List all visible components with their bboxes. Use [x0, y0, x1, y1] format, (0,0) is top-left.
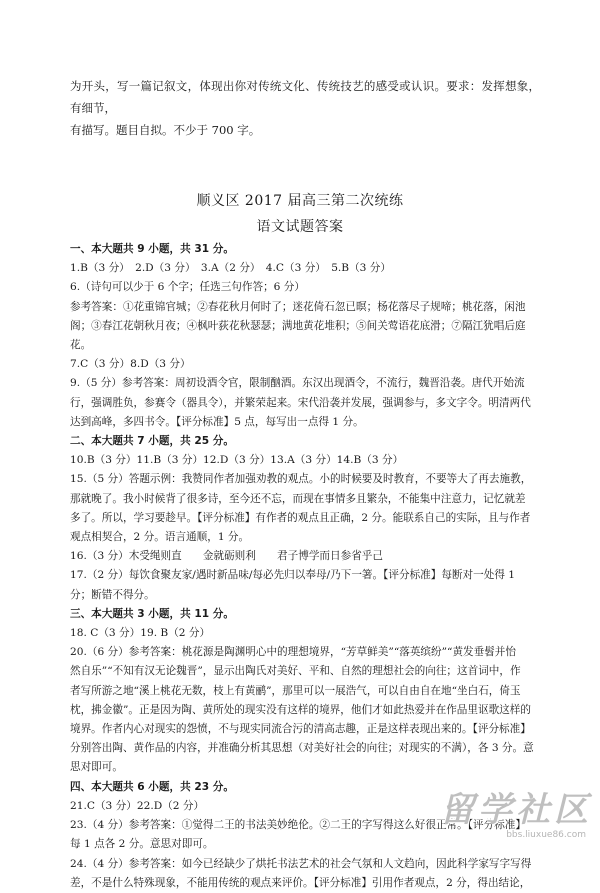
answer-line: 观点相契合，2 分。语言通顺，1 分。 — [70, 531, 250, 544]
answer-line: 者写所游之地“溪上桃花无数，枝上有黄鹂”，那里可以一展浩气，可以自由自在地“坐白石，倚玉 — [70, 684, 521, 697]
answer-line: 阁；③春江花朝秋月夜；④枫叶荻花秋瑟瑟；满地黄花堆积；⑤间关莺语花底滑；⑦隔江犹唱后庭 — [70, 319, 526, 332]
answer-line: 9.（5 分）参考答案：周初设酒令官，限制酗酒。东汉出现酒令，不流行，魏晋沿袭。唐代开始流 — [70, 377, 525, 390]
answer-line: 多了。所以，学习要趁早。【评分标准】有作者的观点且正确，2 分。能联系自己的实际，且与作者 — [70, 511, 531, 524]
intro-line-1: 为开头，写一篇记叙文，体现出你对传统文化、传统技艺的感受或认识。要求：发挥想象，有细节， — [70, 79, 540, 115]
answer-line: 差，不是什么特殊现象，不能用传统的观点来评价。【评分标准】引用作者观点，2 分，得出结论， — [70, 876, 531, 889]
answer-line: 6.（诗句可以少于 6 个字；任选三句作答；6 分） — [70, 281, 305, 294]
page-subtitle: 语文试题答案 — [256, 219, 344, 235]
answer-line: 然自乐”“不知有汉无论魏晋”，显示出陶氏对美好、平和、自然的理想社会的向往；这首词中，作 — [70, 665, 521, 678]
watermark — [432, 782, 592, 842]
answer-line: 10.B（3 分）11.B（3 分）12.D（3 分）13.A（3 分）14.B（3 分） — [70, 454, 404, 467]
section-heading: 一、本大题共 9 小题，共 31 分。 — [70, 243, 234, 255]
answer-line: 分别答出陶、黄作品的内容，并准确分析其思想（对美好社会的向往；对现实的不满），各 3 分。意 — [70, 742, 534, 755]
answer-line: 达到高峰，多四书令。【评分标准】5 点，每写出一点得 1 分。 — [70, 415, 364, 428]
answer-line: 20.（6 分）参考答案：桃花源是陶渊明心中的理想境界，“芳草鲜美”“落英缤纷”“黄发垂髫并怡 — [70, 646, 516, 659]
answer-line: 16.（3 分）木受绳则直 金就砺则利 君子博学而日参省乎己 — [70, 550, 383, 563]
intro-paragraph — [70, 75, 540, 141]
answer-line: 17.（2 分）每饮食聚友家/遇时新品味/每必先归以奉母/乃下一箸。【评分标准】每断对一处得 1 — [70, 569, 516, 582]
watermark-url: bbs.liuxue86.com — [506, 830, 586, 840]
answer-line: 1.B（3 分） 2.D（3 分） 3.A（2 分） 4.C（3 分） 5.B（3 分） — [70, 262, 391, 275]
answer-line: 花。 — [70, 339, 92, 352]
section-heading: 二、本大题共 7 小题，共 25 分。 — [70, 435, 234, 448]
answer-line: 思对即可。 — [70, 761, 123, 774]
answer-line: 枕，拂金徽”。正是因为陶、黄所处的现实没有这样的境界，他们才如此热爱并在作品里讴歌这样的 — [70, 703, 531, 716]
answer-line: 18. C（3 分）19. B（2 分） — [70, 627, 211, 640]
answer-line: 行，强调胜负，参赛令（器具令），并繁荣起来。宋代沿袭并发展，强调参与，多文字令。明清两代 — [70, 396, 531, 409]
answer-line: 23.（4 分）参考答案：①觉得二王的书法美妙绝伦。②二王的字写得这么好很正常。【评分标准】 — [70, 819, 526, 832]
intro-line-2: 有描写。题目自拟。不少于 700 字。 — [70, 123, 261, 137]
answer-line: 15.（5 分）答题示例：我赞同作者加强劝教的观点。小的时候要及时教育，不要等大了再去施教， — [70, 473, 532, 486]
answer-line: 参考答案：①花重锦官城；②春花秋月何时了；迷花倚石忽已暝；杨花落尽子规啼；桃花落，闲池 — [70, 300, 526, 313]
answer-line: 24.（4 分）参考答案：如今已经缺少了烘托书法艺术的社会气氛和人文趋向，因此科学家写字写得 — [70, 857, 532, 870]
section-heading: 四、本大题共 6 小题，共 23 分。 — [70, 780, 234, 793]
answer-line: 境界。作者内心对现实的怨愤，不与现实同流合污的清高志趣，正是这样表现出来的。【评分标准】 — [70, 723, 531, 736]
section-heading: 三、本大题共 3 小题，共 11 分。 — [70, 607, 234, 620]
answer-line: 每 1 点各 2 分。意思对即可。 — [70, 838, 214, 851]
answer-line: 21.C（3 分）22.D（2 分） — [70, 799, 205, 812]
page-title: 顺义区 2017 届高三第二次统练 — [196, 193, 404, 209]
answer-line: 那就晚了。我小时候背了很多诗，至今还不忘，而现在事情多且繁杂，不能集中注意力，记忆就差 — [70, 492, 526, 505]
answer-line: 分；断错不得分。 — [70, 588, 155, 601]
answer-line: 7.C（3 分）8.D（3 分） — [70, 358, 191, 371]
watermark-brand: 留学社区 — [440, 790, 592, 830]
